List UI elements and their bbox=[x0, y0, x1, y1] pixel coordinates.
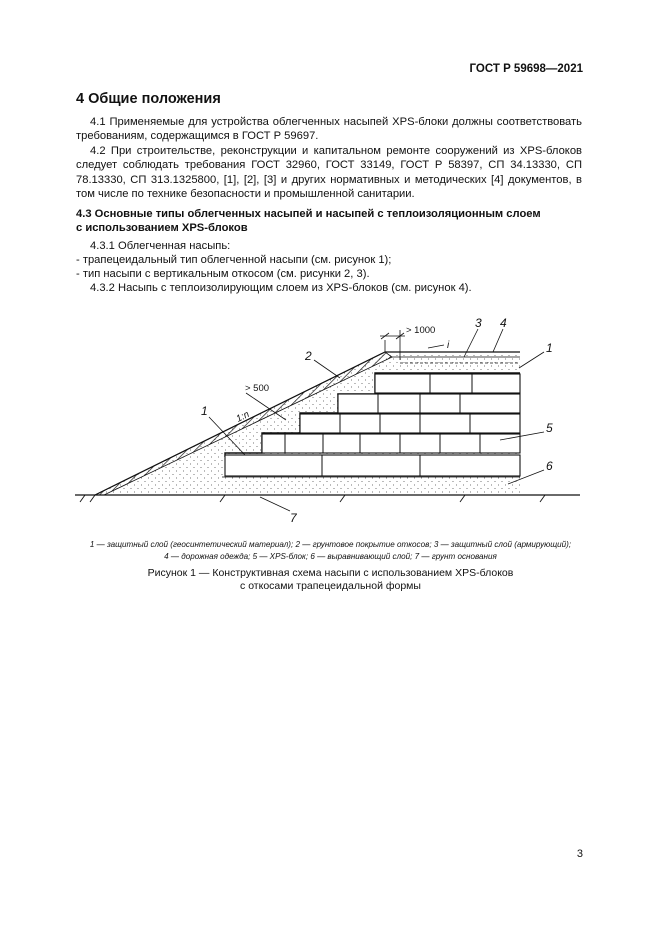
callout-6: 6 bbox=[546, 459, 553, 473]
callout-4: 4 bbox=[500, 316, 507, 330]
subsection-title-line1: 4.3 Основные типы облегченных насыпей и насыпей с теплоизоляционным слоем bbox=[76, 208, 541, 220]
figure-legend-line1: 1 — защитный слой (геосинтетический материал); 2 — грунтовое покрытие откосов; 3 — защитный слой (армирующий); bbox=[89, 540, 572, 549]
figure-caption bbox=[60, 567, 601, 593]
callout-3: 3 bbox=[475, 316, 482, 330]
figure-caption-line1: Рисунок 1 — Конструктивная схема насыпи с использованием XPS-блоков bbox=[147, 567, 514, 579]
paragraph-4-1: 4.1 Применяемые для устройства облегченных насыпей XPS-блоки должны соответствовать требованиям, содержащимся в ГОСТ Р 59697. bbox=[76, 116, 582, 143]
grade-arrow bbox=[428, 345, 444, 348]
ground-hatch bbox=[80, 495, 545, 502]
callout-2: 2 bbox=[305, 349, 312, 363]
item-4-3-1: 4.3.1 Облегченная насыпь: bbox=[90, 240, 231, 252]
subsection-title-line2: с использованием XPS-блоков bbox=[76, 221, 248, 234]
callout-5: 5 bbox=[546, 421, 553, 435]
bullet-trapezoidal: - трапецеидальный тип облегченной насыпи (см. рисунок 1); bbox=[76, 254, 392, 266]
callout-7: 7 bbox=[290, 511, 297, 525]
dimension-side-label: > 500 bbox=[245, 383, 270, 394]
figure-legend-line2: 4 — дорожная одежда; 5 — XPS-блок; 6 — выравнивающий слой; 7 — грунт основания bbox=[164, 552, 497, 561]
page-number: 3 bbox=[576, 848, 583, 860]
figure-caption-line2: с откосами трапецеидальной формы bbox=[240, 580, 421, 592]
section-title: 4 Общие положения bbox=[76, 91, 221, 107]
grade-label: i bbox=[447, 340, 450, 351]
document-id-header: ГОСТ Р 59698—2021 bbox=[469, 63, 583, 75]
slope-label: 1:n bbox=[234, 409, 252, 425]
bullet-vertical: - тип насыпи с вертикальным откосом (см. рисунки 2, 3). bbox=[76, 268, 370, 280]
item-4-3-2: 4.3.2 Насыпь с теплоизолирующим слоем из XPS-блоков (см. рисунок 4). bbox=[90, 282, 472, 294]
callout-1-left: 1 bbox=[201, 404, 208, 418]
paragraph-4-2: 4.2 При строительстве, реконструкции и капитальном ремонте сооружений из XPS-блоков следует соблюдать требования ГОСТ 32960, ГОСТ 33149, ГОСТ Р 58397, СП 34.13330, СП 78.13330, СП 313.1325800, [1], [2], [3] и других нормативных и методических [4] документов, в том числе по технике безопасности и промышленной санитарии. bbox=[76, 145, 582, 201]
callout-1-right: 1 bbox=[546, 341, 553, 355]
dimension-top-label: > 1000 bbox=[406, 325, 436, 336]
